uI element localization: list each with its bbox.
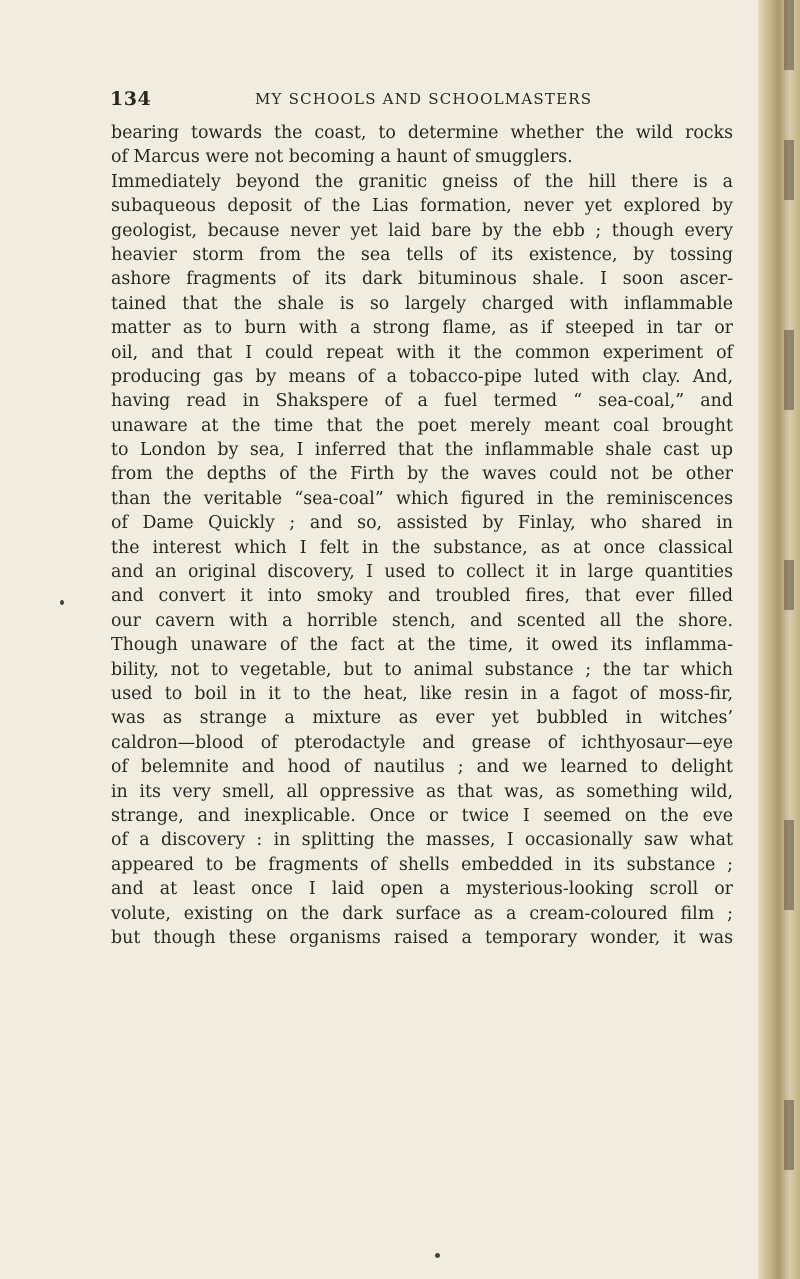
margin-speck xyxy=(60,600,64,605)
text-line: having read in Shakspere of a fuel termed “ sea-coal,” and xyxy=(111,391,733,412)
text-line: the interest which I felt in the substance, as at once classical xyxy=(111,537,733,558)
text-line: of Marcus were not becoming a haunt of smugglers. xyxy=(111,147,573,168)
text-line: from the depths of the Firth by the waves could not be other xyxy=(111,464,733,485)
text-line: of a discovery : in splitting the masses, I occasionally saw what xyxy=(111,830,733,851)
binding-shadow xyxy=(784,140,794,200)
text-line: strange, and inexplicable. Once or twice I seemed on the eve xyxy=(111,805,733,826)
text-line: of Dame Quickly ; and so, assisted by Finlay, who shared in xyxy=(111,513,733,534)
page-number: 134 xyxy=(110,88,152,110)
text-line: caldron—blood of pterodactyle and grease of ichthyosaur—eye xyxy=(111,732,733,753)
text-line: geologist, because never yet laid bare by the ebb ; though every xyxy=(111,220,733,241)
text-line: matter as to burn with a strong flame, as if steeped in tar or xyxy=(111,318,733,339)
text-line: but though these organisms raised a temporary wonder, it was xyxy=(111,927,733,948)
binding-shadow xyxy=(784,1100,794,1170)
text-line: volute, existing on the dark surface as a cream-coloured film ; xyxy=(111,903,733,924)
text-line: Immediately beyond the granitic gneiss of the hill there is a xyxy=(111,171,733,192)
text-line: to London by sea, I inferred that the inflammable shale cast up xyxy=(111,440,733,461)
running-head: MY SCHOOLS AND SCHOOLMASTERS xyxy=(255,90,593,108)
text-line: producing gas by means of a tobacco-pipe luted with clay. And, xyxy=(111,366,733,387)
text-line: in its very smell, all oppressive as that was, as something wild, xyxy=(111,781,733,802)
text-line: Though unaware of the fact at the time, it owed its inflamma- xyxy=(111,635,733,656)
page-edge-binding xyxy=(758,0,800,1279)
text-line: tained that the shale is so largely charged with inflammable xyxy=(111,293,733,314)
text-line: unaware at the time that the poet merely meant coal brought xyxy=(111,415,733,436)
text-line: than the veritable “sea-coal” which figured in the reminiscences xyxy=(111,488,733,509)
text-line: used to boil in it to the heat, like resin in a fagot of moss-fir, xyxy=(111,683,733,704)
binding-shadow xyxy=(784,330,794,410)
text-line: bearing towards the coast, to determine whether the wild rocks xyxy=(111,123,733,143)
page-speck xyxy=(435,1253,440,1258)
text-line: and at least once I laid open a mysterious-looking scroll or xyxy=(111,879,733,900)
binding-shadow xyxy=(784,0,794,70)
text-line: our cavern with a horrible stench, and scented all the shore. xyxy=(111,610,733,631)
text-line: of belemnite and hood of nautilus ; and we learned to delight xyxy=(111,757,733,778)
text-line: heavier storm from the sea tells of its existence, by tossing xyxy=(111,244,733,265)
text-line: appeared to be fragments of shells embedded in its substance ; xyxy=(111,854,733,875)
text-line: and convert it into smoky and troubled fires, that ever filled xyxy=(111,586,733,607)
text-line: subaqueous deposit of the Lias formation, never yet explored by xyxy=(111,196,733,217)
text-line: ashore fragments of its dark bituminous shale. I soon ascer- xyxy=(111,269,733,290)
text-line: was as strange a mixture as ever yet bubbled in witches’ xyxy=(111,708,733,729)
body-paragraph xyxy=(111,121,733,950)
text-line: oil, and that I could repeat with it the common experiment of xyxy=(111,342,733,363)
binding-shadow xyxy=(784,560,794,610)
text-line: and an original discovery, I used to collect it in large quantities xyxy=(111,562,733,583)
page-header xyxy=(110,88,730,114)
text-line: bility, not to vegetable, but to animal substance ; the tar which xyxy=(111,659,733,680)
binding-shadow xyxy=(784,820,794,910)
